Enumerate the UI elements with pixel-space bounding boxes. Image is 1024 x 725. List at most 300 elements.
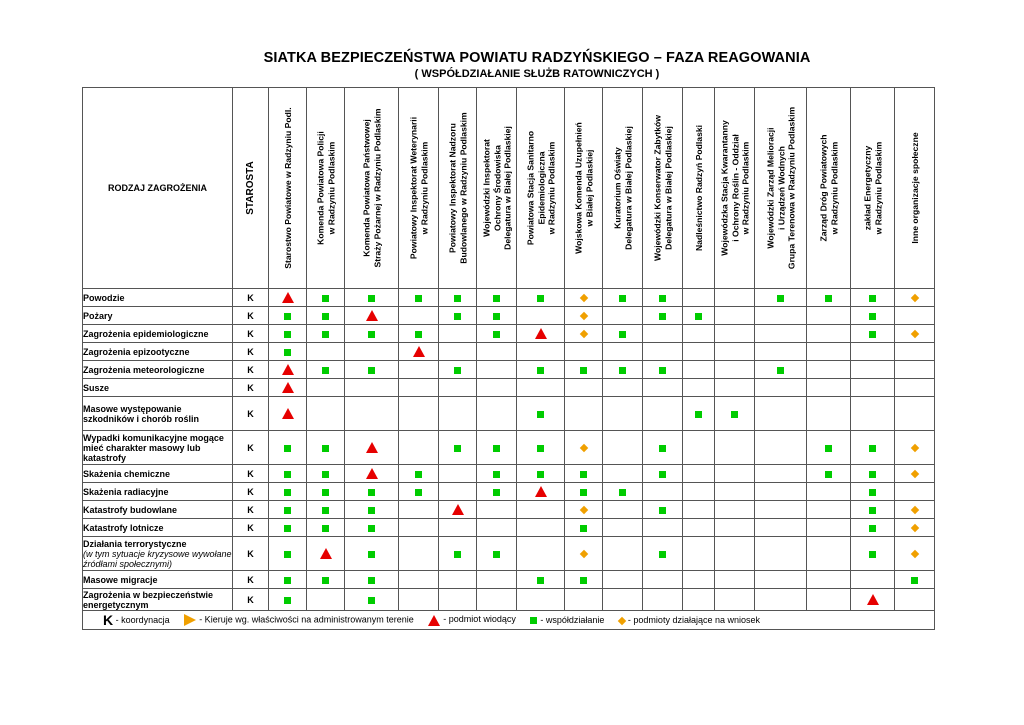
column-header [895,88,935,289]
square-icon [731,411,738,418]
column-header-line: w Radzyniu Podlaskim [828,141,839,235]
role-cell [807,379,851,397]
square-icon [580,577,587,584]
role-cell [269,379,307,397]
role-cell [683,519,715,537]
square-icon [869,471,876,478]
square-icon [322,445,329,452]
role-cell [345,519,399,537]
hazard-label-cell [83,483,233,501]
hazard-type-header: RODZAJ ZAGROŻENIA [83,88,233,289]
role-cell [755,537,807,571]
square-icon [659,507,666,514]
square-icon [454,445,461,452]
column-header-line: Ochrony Środowiska [491,145,502,231]
triangle-icon [867,594,879,605]
hazard-label: Masowe występowanie szkodników i chorób roślin [83,403,200,424]
hazard-label-cell [83,519,233,537]
square-icon [284,471,291,478]
role-cell [851,361,895,379]
role-cell [603,483,643,501]
role-cell [565,307,603,325]
column-header [233,88,269,289]
role-cell [439,589,477,611]
role-cell [439,501,477,519]
role-cell [399,325,439,343]
role-cell [477,537,517,571]
role-cell [439,289,477,307]
role-cell [439,571,477,589]
legend-k-symbol: K [103,612,114,628]
column-header-text [408,117,429,259]
role-cell [307,571,345,589]
column-header [399,88,439,289]
coordination-cell: K [233,431,269,465]
column-header-line: w Radzyniu Podlaskim [872,141,883,235]
square-icon [322,295,329,302]
hazard-label: Skażenia radiacyjne [83,486,169,497]
square-icon [580,525,587,532]
column-header-text [361,108,382,267]
role-cell [399,483,439,501]
role-cell [517,289,565,307]
role-cell [345,483,399,501]
role-cell [807,325,851,343]
hazard-label-cell [83,289,233,307]
square-icon [368,489,375,496]
column-header [807,88,851,289]
role-cell [477,307,517,325]
role-cell [643,325,683,343]
hazard-label-cell [83,397,233,431]
column-header-text [652,115,673,261]
role-cell [345,343,399,361]
square-icon [368,331,375,338]
role-cell [269,307,307,325]
square-icon [322,577,329,584]
diamond-icon [579,312,587,320]
role-cell [399,379,439,397]
role-cell [715,431,755,465]
role-cell [439,431,477,465]
role-cell [851,397,895,431]
coordination-cell: K [233,361,269,379]
role-cell [895,325,935,343]
role-cell [807,289,851,307]
role-cell [851,379,895,397]
column-header [603,88,643,289]
square-icon [825,295,832,302]
square-icon [322,331,329,338]
role-cell [603,397,643,431]
column-header-line: Delegatura w Białej Podlaskiej [501,126,512,250]
role-cell [807,307,851,325]
column-header-line: w Radzyniu Podlaskim [545,141,556,235]
square-icon [284,577,291,584]
role-cell [477,589,517,611]
page-subtitle: ( WSPÓŁDZIAŁANIE SŁUŻB RATOWNICZYCH ) [414,68,660,80]
legend-leading-label: - podmiot wiodący [443,614,516,625]
role-cell [643,431,683,465]
table-row [83,343,935,361]
role-cell [755,325,807,343]
header-row [83,88,935,289]
triangle-icon [282,364,294,375]
role-cell [399,537,439,571]
square-icon [322,313,329,320]
role-cell [517,501,565,519]
column-header-line: Starostwo Powiatowe w Radzyniu Podl. [282,107,293,269]
role-cell [807,431,851,465]
role-cell [807,519,851,537]
diamond-icon [910,330,918,338]
role-cell [565,465,603,483]
role-cell [683,537,715,571]
role-cell [345,465,399,483]
column-header-line: zakład Energetyczny [862,145,872,231]
role-cell [851,325,895,343]
role-cell [345,431,399,465]
role-cell [643,465,683,483]
table-row [83,307,935,325]
role-cell [269,431,307,465]
column-header-text [862,142,883,235]
role-cell [399,289,439,307]
role-cell [643,307,683,325]
role-cell [895,483,935,501]
column-header [565,88,603,289]
legend-row [83,611,935,630]
square-icon [415,489,422,496]
grid-body [83,289,935,611]
table-row [83,289,935,307]
table-row [83,379,935,397]
legend-directs [184,614,414,626]
hazard-label-cell [83,571,233,589]
role-cell [307,379,345,397]
diamond-icon [910,444,918,452]
hazard-label: Zagrożenia epidemiologiczne [83,328,209,339]
role-cell [439,483,477,501]
role-cell [643,519,683,537]
role-cell [269,465,307,483]
role-cell [565,483,603,501]
square-icon [659,295,666,302]
role-cell [477,379,517,397]
square-icon [869,525,876,532]
role-cell [851,571,895,589]
square-icon [284,551,291,558]
square-icon [580,489,587,496]
role-cell [269,397,307,431]
square-icon [659,445,666,452]
role-cell [851,289,895,307]
role-cell [307,325,345,343]
column-header-text [282,107,293,268]
role-cell [307,431,345,465]
role-cell [439,519,477,537]
coordination-cell: K [233,537,269,571]
role-cell [715,501,755,519]
role-cell [755,307,807,325]
square-icon [322,471,329,478]
square-icon [825,445,832,452]
square-icon [869,295,876,302]
role-cell [517,325,565,343]
hazard-label: Masowe migracje [83,574,158,585]
role-cell [895,307,935,325]
column-header-line: Grupa Terenowa w Radzyniu Podlaskim [785,106,796,270]
role-cell [565,379,603,397]
role-cell [565,501,603,519]
coordination-cell: K [233,325,269,343]
square-icon [695,313,702,320]
role-cell [345,361,399,379]
role-cell [307,501,345,519]
role-cell [755,361,807,379]
column-header-line: Wojewódzki Inspektorat [480,139,491,237]
role-cell [269,343,307,361]
square-icon [869,313,876,320]
hazard-label: Skażenia chemiczne [83,468,171,479]
role-cell [755,519,807,537]
column-header [715,88,755,289]
coordination-cell: K [233,307,269,325]
hazard-label-cell [83,307,233,325]
hazard-label: Zagrożenia meteorologiczne [83,364,205,375]
role-cell [517,483,565,501]
square-icon [825,471,832,478]
role-cell [715,571,755,589]
role-cell [715,307,755,325]
square-icon [284,525,291,532]
legend-cooperation [530,615,604,625]
column-header-text [245,161,256,215]
role-cell [269,361,307,379]
role-cell [755,343,807,361]
role-cell [683,379,715,397]
square-icon [284,597,291,604]
column-header-line: Powiatowy Inspektorat Weterynarii [408,116,418,260]
role-cell [807,343,851,361]
role-cell [755,397,807,431]
role-cell [439,397,477,431]
legend-directs-label: - Kieruje wg. właściwości na administrowanym terenie [199,614,414,625]
square-icon [777,367,784,374]
role-cell [895,589,935,611]
legend [83,611,935,630]
square-icon [659,551,666,558]
role-cell [345,537,399,571]
column-header-text [719,120,751,255]
role-cell [715,397,755,431]
role-cell [307,537,345,571]
role-cell [517,519,565,537]
triangle-icon [282,408,294,419]
column-header-line: Wojewódzki Zarząd Melioracji [764,127,775,249]
role-cell [603,343,643,361]
column-header-line: Komenda Powiatowa Policji [315,131,325,245]
hazard-label: Katastrofy lotnicze [83,522,164,533]
role-cell [603,537,643,571]
square-icon [322,367,329,374]
role-cell [399,397,439,431]
square-icon [659,471,666,478]
role-cell [683,483,715,501]
triangle-icon [282,292,294,303]
square-icon [619,295,626,302]
square-icon [454,367,461,374]
column-header-text [573,122,594,254]
role-cell [851,501,895,519]
hazard-label-cell [83,379,233,397]
triangle-icon [366,310,378,321]
triangle-icon [535,328,547,339]
triangle-icon [282,382,294,393]
role-cell [895,571,935,589]
role-cell [851,537,895,571]
square-icon [530,617,537,624]
square-icon [454,551,461,558]
square-icon [322,489,329,496]
role-cell [345,379,399,397]
role-cell [715,325,755,343]
role-cell [683,571,715,589]
table-row [83,483,935,501]
role-cell [477,343,517,361]
coordination-cell: K [233,519,269,537]
role-cell [565,589,603,611]
role-cell [345,589,399,611]
role-cell [477,397,517,431]
role-cell [517,465,565,483]
column-header-text [818,135,839,242]
square-icon [368,295,375,302]
role-cell [851,465,895,483]
column-header-text [693,125,704,251]
column-header [345,88,399,289]
square-icon [493,313,500,320]
column-header-line: Nadleśnictwo Radzyń Podlaski [693,124,704,252]
square-icon [415,331,422,338]
role-cell [517,431,565,465]
column-header [643,88,683,289]
hazard-label: Susze [83,382,110,393]
legend-cooperation-label: - współdziałanie [540,615,605,625]
square-icon [537,577,544,584]
square-icon [619,489,626,496]
role-cell [683,431,715,465]
legend-coordination: - koordynacja [115,615,170,625]
triangle-icon [366,442,378,453]
hazard-label-cell [83,325,233,343]
square-icon [537,411,544,418]
role-cell [603,519,643,537]
role-cell [517,307,565,325]
triangle-icon [320,548,332,559]
role-cell [269,501,307,519]
square-icon [368,597,375,604]
role-cell [683,307,715,325]
role-cell [565,361,603,379]
role-cell [755,431,807,465]
square-icon [869,331,876,338]
safety-grid-table [82,87,935,630]
column-header-line: Inne organizacje społeczne [909,132,920,244]
square-icon [580,367,587,374]
column-header [439,88,477,289]
table-row [83,465,935,483]
role-cell [715,483,755,501]
square-icon [368,577,375,584]
role-cell [715,537,755,571]
column-header-line: STAROSTA [244,161,256,215]
column-header-line: Komenda Powiatowa Państwowej [361,119,371,257]
role-cell [439,537,477,571]
role-cell [643,289,683,307]
coordination-cell: K [233,589,269,611]
role-cell [307,397,345,431]
role-cell [269,537,307,571]
role-cell [807,501,851,519]
role-cell [643,361,683,379]
arrow-right-icon [184,614,196,626]
table-row [83,589,935,611]
square-icon [619,367,626,374]
square-icon [695,411,702,418]
role-cell [565,343,603,361]
square-icon [493,295,500,302]
column-header-line: Zarząd Dróg Powiatowych [818,134,828,242]
role-cell [517,397,565,431]
role-cell [603,465,643,483]
square-icon [869,489,876,496]
coordination-cell: K [233,379,269,397]
role-cell [603,307,643,325]
role-cell [643,379,683,397]
role-cell [683,361,715,379]
triangle-icon [452,504,464,515]
coordination-cell: K [233,465,269,483]
column-header [755,88,807,289]
square-icon [284,445,291,452]
table-row [83,571,935,589]
column-header-text [765,107,797,269]
column-header [269,88,307,289]
column-header-line: Budowlanego w Radzyniu Podlaskim [457,112,468,264]
role-cell [565,571,603,589]
role-cell [683,325,715,343]
table-row [83,537,935,571]
square-icon [537,295,544,302]
square-icon [659,313,666,320]
role-cell [565,289,603,307]
hazard-label: Pożary [83,310,113,321]
square-icon [454,295,461,302]
role-cell [477,465,517,483]
column-header-line: Powiatowa Stacja Sanitarno [524,130,535,246]
role-cell [895,519,935,537]
role-cell [603,379,643,397]
square-icon [493,471,500,478]
role-cell [807,465,851,483]
column-header-line: w Radzyniu Podlaskim [739,141,750,235]
role-cell [269,483,307,501]
role-cell [895,289,935,307]
diamond-icon [910,524,918,532]
square-icon [368,525,375,532]
role-cell [683,397,715,431]
